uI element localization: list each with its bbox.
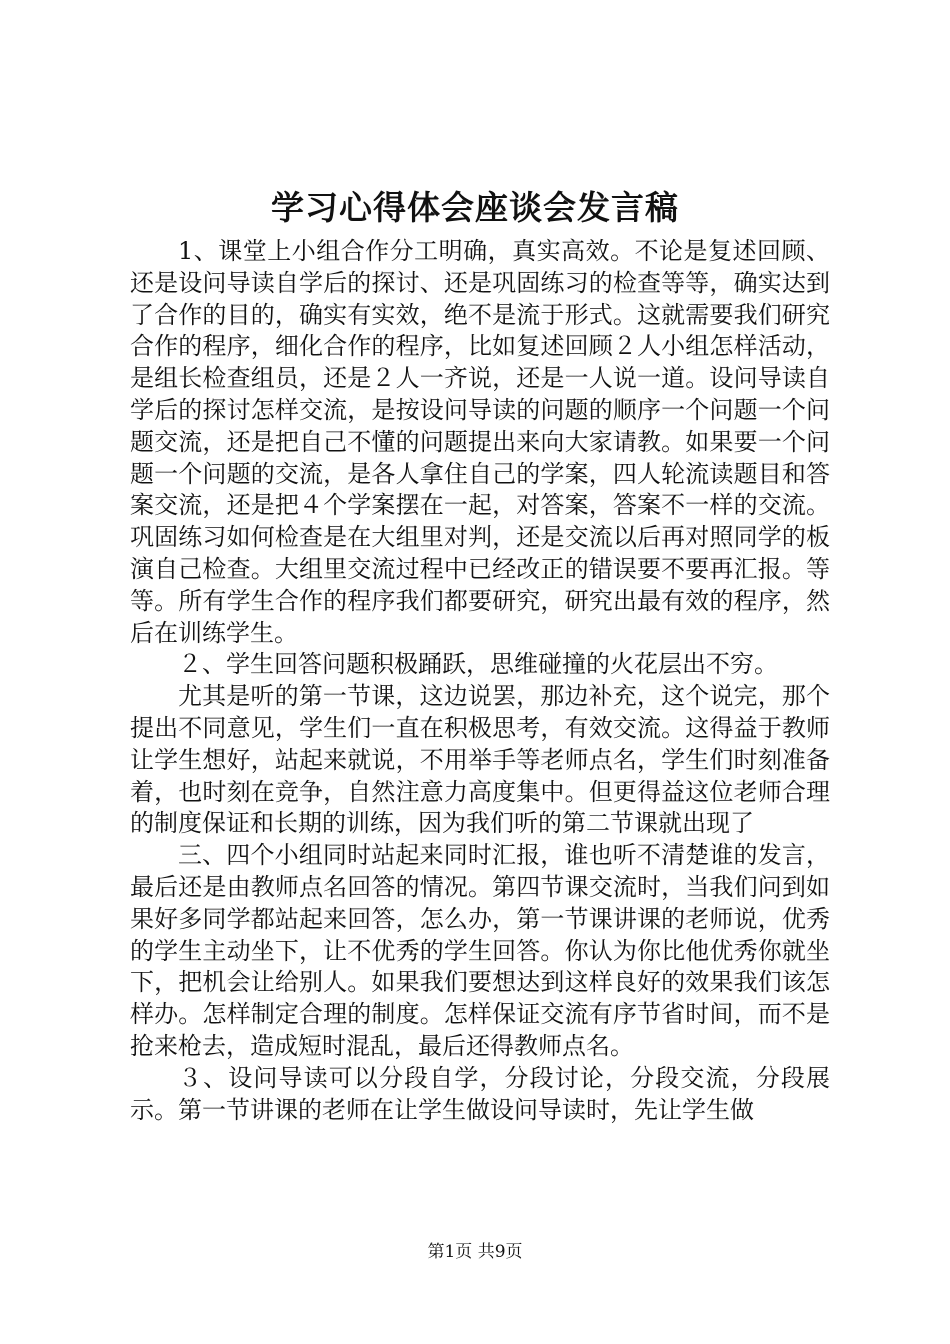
paragraph-3: 尤其是听的第一节课，这边说罢，那边补充，这个说完，那个提出不同意见，学生们一直在积极思考，有效交流。这得益于教师让学生想好，站起来就说，不用举手等老师点名，学生们时刻准备着，也时刻在竞争，自然注意力高度集中。但更得益这位老师合理的制度保证和长期的训练，因为我们听的第二节课就出现了 bbox=[130, 682, 830, 838]
document-body bbox=[130, 236, 830, 1126]
paragraph-5: ３、设问导读可以分段自学，分段讨论，分段交流，分段展示。第一节讲课的老师在让学生做设问导读时，先让学生做 bbox=[130, 1063, 830, 1124]
paragraph-1: 1、课堂上小组合作分工明确，真实高效。不论是复述回顾、还是设问导读自学后的探讨、还是巩固练习的检查等等，确实达到了合作的目的，确实有实效，绝不是流于形式。这就需要我们研究合作的程序，细化合作的程序，比如复述回顾２人小组怎样活动，是组长检查组员，还是２人一齐说，还是一人说一道。设问导读自学后的探讨怎样交流，是按设问导读的问题的顺序一个问题一个问题交流，还是把自己不懂的问题提出来向大家请教。如果要一个问题一个问题的交流，是各人拿住自己的学案，四人轮流读题目和答案交流，还是把４个学案摆在一起，对答案，答案不一样的交流。巩固练习如何检查是在大组里对判，还是交流以后再对照同学的板演自己检查。大组里交流过程中已经改正的错误要不要再汇报。等等。所有学生合作的程序我们都要研究，研究出最有效的程序，然后在训练学生。 bbox=[130, 237, 830, 647]
paragraph-2: ２、学生回答问题积极踊跃，思维碰撞的火花层出不穷。 bbox=[178, 650, 778, 679]
page-footer: 第1页 共9页 bbox=[427, 1242, 523, 1262]
paragraph-4: 三、四个小组同时站起来同时汇报，谁也听不清楚谁的发言，最后还是由教师点名回答的情况。第四节课交流时，当我们问到如果好多同学都站起来回答，怎么办，第一节课讲课的老师说，优秀的学生主动坐下，让不优秀的学生回答。你认为你比他优秀你就坐下，把机会让给别人。如果我们要想达到这样良好的效果我们该怎样办。怎样制定合理的制度。怎样保证交流有序节省时间，而不是抢来枪去，造成短时混乱，最后还得教师点名。 bbox=[130, 841, 830, 1060]
document-title: 学习心得体会座谈会发言稿 bbox=[271, 188, 679, 227]
